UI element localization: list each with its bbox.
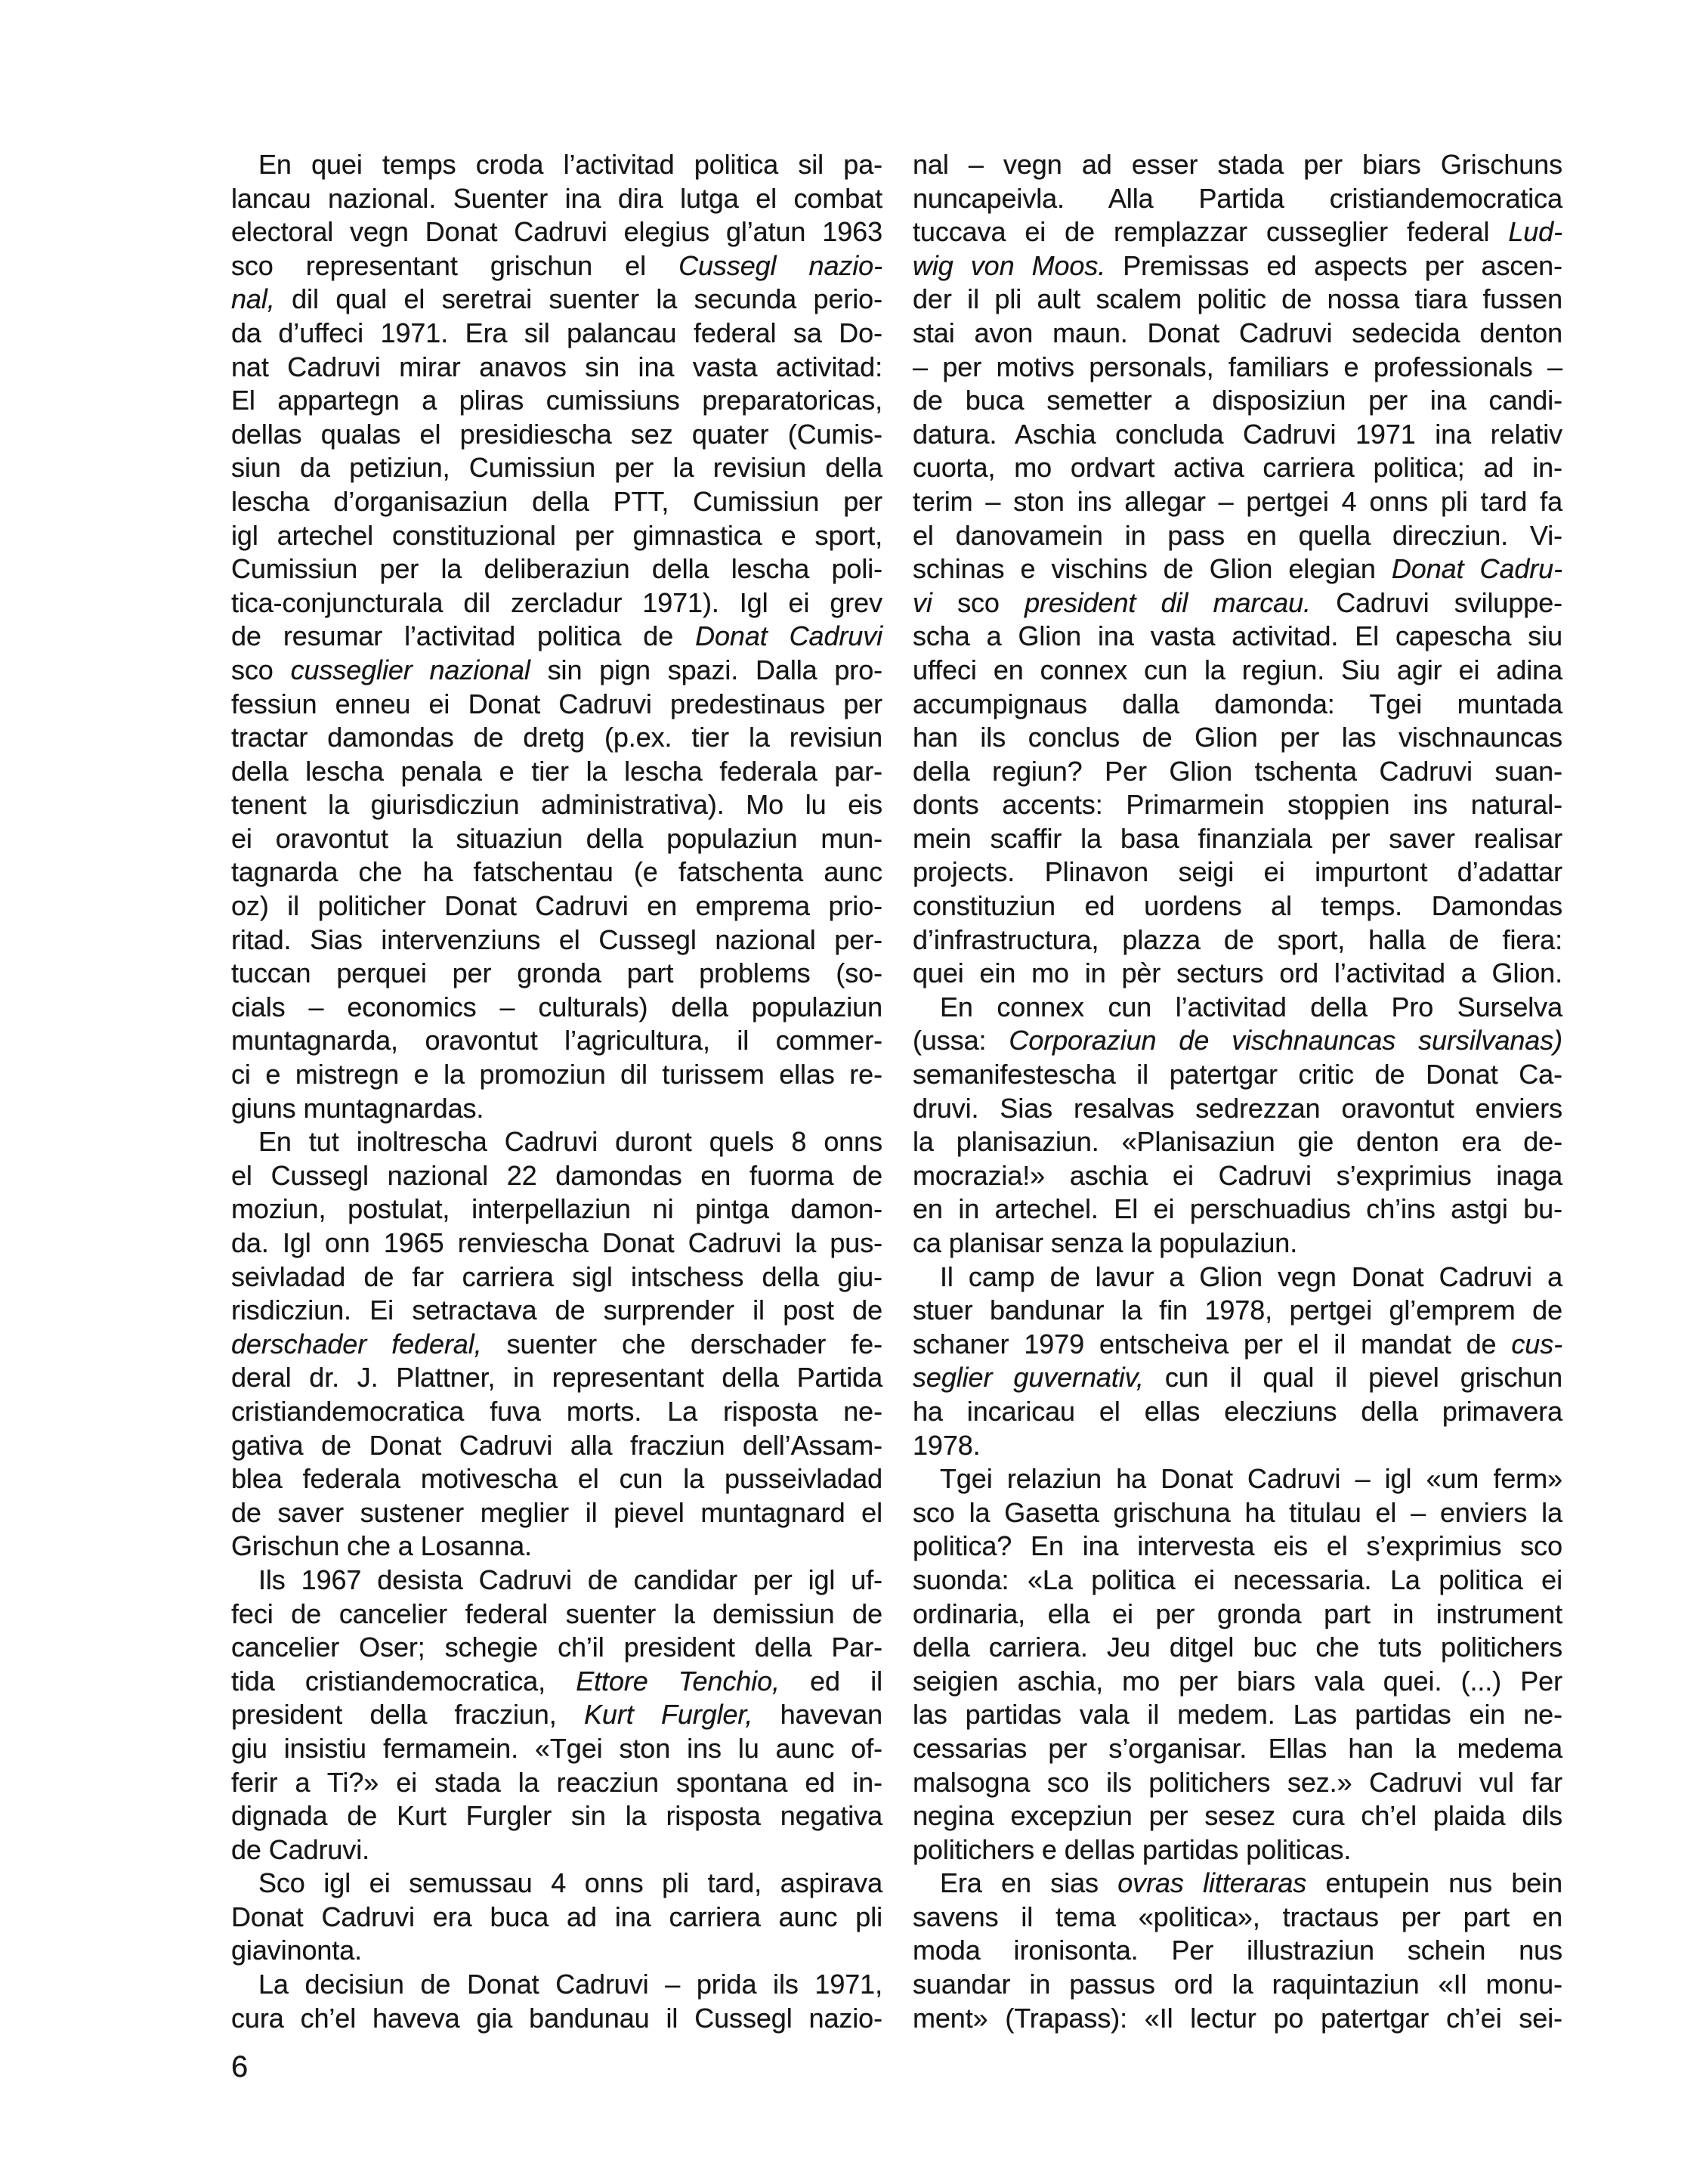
text-segment: cuorta, mo ordvart activa carriera politica; ad in- [913,452,1562,484]
text-segment: de Cadruvi. [231,1833,369,1865]
text-segment: wig von Moos. [913,249,1106,281]
text-line [913,957,1562,991]
text-segment: giavinonta. [231,1935,363,1966]
text-segment: gativa de Donat Cadruvi alla fracziun dell’Assam- [231,1429,882,1461]
text-line [913,552,1562,586]
text-segment: datura. Aschia concluda Cadruvi 1971 ina relativ [913,418,1562,450]
text-line [231,1125,882,1159]
text-segment: ha incaricau el ellas elecziuns della primavera [913,1395,1562,1427]
text-line [231,552,882,586]
text-line [913,1833,1562,1867]
text-segment: El appartegn a pliras cumissiuns preparatoricas, [231,385,882,416]
text-segment: electoral vegn Donat Cadruvi elegius gl’atun 1963 [231,216,882,248]
text-line [913,1732,1562,1766]
text-segment: suonda: «La politica ei necessaria. La politica ei [913,1564,1562,1595]
text-line [231,788,882,822]
text-segment: muntagnarda, oravontut l’agricultura, il commer- [231,1025,882,1056]
text-segment: Kurt Furgler, [584,1699,753,1731]
text-segment: cus- [1511,1328,1562,1360]
text-line [231,1698,882,1732]
text-line [231,1024,882,1058]
text-line [231,351,882,385]
text-line [231,1901,882,1935]
text-segment: Ils 1967 desista Cadruvi de candidar per igl uf- [258,1564,882,1595]
text-segment: della regiun? Per Glion tschenta Cadruvi suan- [913,755,1562,787]
text-segment: ment» (Trapass): «Il lectur po patertgar ch’ei sei- [913,2002,1562,2034]
text-line [231,654,882,688]
text-line [231,1665,882,1699]
text-line [913,1564,1562,1598]
text-segment: el danovamein in pass en quella direcziun. Vi- [913,519,1562,551]
text-segment: malsogna sco ils politichers sez.» Cadruvi vul far [913,1766,1562,1798]
text-line [231,418,882,452]
text-line [913,755,1562,789]
text-segment: cessarias per s’organisar. Ellas han la medema [913,1732,1562,1764]
text-segment: politichers e dellas partidas politicas. [913,1833,1352,1865]
text-line [231,1261,882,1295]
text-segment: president dil marcau. [1025,586,1311,618]
text-segment: president della fracziun, [231,1699,584,1731]
text-segment: Il camp de lavur a Glion vegn Donat Cadruvi a [940,1261,1562,1292]
text-segment: Grischun che a Losanna. [231,1530,532,1562]
text-line [913,620,1562,654]
text-segment: uffeci en connex cun la regiun. Siu agir ei adina [913,654,1562,685]
text-segment: della lescha penala e tier la lescha federala par- [231,755,882,787]
text-line [913,418,1562,452]
text-line [913,1462,1562,1496]
text-segment: druvi. Sias resalvas sedrezzan oravontut enviers [913,1092,1562,1124]
text-segment: de saver sustener meglier il pievel muntagnard el [231,1496,882,1528]
text-line [913,1901,1562,1935]
text-line [231,620,882,654]
text-segment: sco [231,654,291,685]
text-segment: schinas e vischins de Glion elegian [913,553,1392,585]
text-segment: sco la Gasetta grischuna ha titulau el – enviers la [913,1496,1562,1528]
text-segment: las partidas vala il medem. Las partidas ein ne- [913,1699,1562,1731]
text-segment: cancelier Oser; schegie ch’il president della Par- [231,1632,882,1663]
text-segment: derschader federal, [231,1328,482,1360]
text-segment: moda ironisonta. Per illustraziun schein nus [913,1935,1562,1966]
text-segment: cristiandemocratica fuva morts. La risposta ne- [231,1395,882,1427]
text-segment: sin pign spazi. Dalla pro- [530,654,882,685]
text-line [913,889,1562,923]
text-line [913,1867,1562,1901]
text-line [913,1294,1562,1328]
text-line [913,317,1562,351]
text-line [913,351,1562,385]
text-segment: vi [913,586,932,618]
text-segment: tida cristiandemocratica, [231,1665,576,1697]
text-segment: – per motivs personals, familiars e professionals – [913,351,1562,382]
text-line [231,317,882,351]
text-segment: seigien aschia, mo per biars vala quei. (...) Per [913,1665,1562,1697]
text-segment: entupein nus bein [1306,1867,1562,1899]
text-segment: tuccan perquei per gronda part problems (so- [231,957,882,989]
text-line [913,283,1562,317]
text-line [231,1159,882,1193]
text-line [913,855,1562,889]
text-line [231,384,882,418]
text-segment: giu insistiu fermamein. «Tgei ston ins lu aunc of- [231,1732,882,1764]
text-segment: ritad. Sias intervenziuns el Cussegl nazional per- [231,923,882,955]
text-line [231,688,882,722]
text-segment: tuccava ei de remplazzar cusseglier federal [913,216,1509,248]
text-segment: seivladad de far carriera sigl intschess della giu- [231,1261,882,1292]
text-line [231,1564,882,1598]
text-line [913,215,1562,249]
text-line [913,1125,1562,1159]
text-segment: nal, [231,283,275,315]
text-segment: Donat Cadru- [1391,553,1562,585]
text-line [913,991,1562,1025]
text-line [913,2002,1562,2036]
text-segment: suenter che derschader fe- [481,1328,882,1360]
text-segment: Corporaziun de vischnauncas sursilvanas) [1009,1025,1562,1056]
text-segment: donts accents: Primarmein stoppien ins natural- [913,789,1562,821]
text-segment: giuns muntagnardas. [231,1092,484,1124]
text-line [913,1530,1562,1564]
text-segment: terim – ston ins allegar – pertgei 4 onns pli tard fa [913,485,1562,517]
text-segment: ci e mistregn e la promoziun dil turissem ellas re- [231,1059,882,1090]
text-segment: han ils conclus de Glion per las vischnauncas [913,722,1562,753]
text-line [913,1193,1562,1227]
text-line [913,519,1562,553]
text-segment: nuncapeivla. Alla Partida cristiandemocratica [913,182,1562,214]
text-segment: En quei temps croda l’activitad politica sil pa- [258,149,882,180]
text-segment: tagnarda che ha fatschentau (e fatschenta aunc [231,856,882,888]
text-segment: tenent la giurisdicziun administrativa). Mo lu eis [231,789,882,821]
text-segment: ovras litteraras [1117,1867,1307,1899]
text-segment: oz) il politicher Donat Cadruvi en emprema prio- [231,890,882,922]
text-segment: constituziun ed uordens al temps. Damondas [913,890,1562,922]
text-segment: tractar damondas de dretg (p.ex. tier la revisiun [231,722,882,753]
text-segment: accumpignaus dalla damonda: Tgei muntada [913,688,1562,719]
text-segment: Donat Cadruvi [695,620,882,652]
text-segment: tica-conjuncturala dil zercladur 1971). Igl ei grev [231,586,882,618]
text-segment: siun da petiziun, Cumissiun per la revisiun della [231,452,882,484]
text-segment: de buca semetter a disposiziun per ina candi- [913,385,1562,416]
text-segment: dignada de Kurt Furgler sin la risposta negativa [231,1800,882,1832]
text-line [231,519,882,553]
text-line [231,1631,882,1665]
text-segment: lescha d’organisaziun della PTT, Cumissiun per [231,485,882,517]
text-segment: mein scaffir la basa finanziala per saver realisar [913,822,1562,854]
text-segment: politica? En ina intervesta eis el s’exprimius sco [913,1530,1562,1562]
text-segment: (ussa: [913,1025,1009,1056]
text-line [231,1496,882,1530]
text-line [231,1227,882,1261]
text-line [231,1429,882,1463]
text-segment: seglier guvernativ, [913,1362,1144,1394]
text-segment: deral dr. J. Plattner, in representant della Partida [231,1362,882,1394]
text-line [231,1799,882,1833]
text-segment: risdicziun. Ei setractava de surprender il post de [231,1295,882,1326]
text-segment: Sco igl ei semussau 4 onns pli tard, aspirava [258,1867,882,1899]
text-line [231,889,882,923]
text-segment: Cumissiun per la deliberaziun della lescha poli- [231,553,882,585]
text-segment: ferir a Ti?» ei stada la reacziun spontana ed in- [231,1766,882,1798]
text-segment: ed il [779,1665,882,1697]
text-line [913,1698,1562,1732]
text-line [913,485,1562,519]
text-line [231,822,882,856]
text-line [913,384,1562,418]
text-line [913,249,1562,283]
text-segment: En connex cun l’activitad della Pro Surselva [940,991,1562,1022]
text-segment: cials – economics – culturals) della populaziun [231,991,882,1022]
text-line [913,1631,1562,1665]
text-line [913,1361,1562,1395]
text-segment: da d’uffeci 1971. Era sil palancau federal sa Do- [231,317,882,348]
text-line [231,148,882,182]
text-segment: fessiun enneu ei Donat Cadruvi predestinaus per [231,688,882,719]
text-segment: feci de cancelier federal suenter la demissiun de [231,1598,882,1629]
text-line [913,1159,1562,1193]
text-line [231,586,882,620]
text-segment: negina excepziun per sesez cura ch’el plaida dils [913,1800,1562,1832]
text-column-right [913,148,1562,2035]
text-segment: scha a Glion ina vasta activitad. El capescha siu [913,620,1562,652]
text-segment: En tut inoltrescha Cadruvi duront quels 8 onns [258,1126,882,1158]
text-segment: el Cussegl nazional 22 damondas en fuorma de [231,1159,882,1191]
text-segment: Lud- [1508,216,1562,248]
text-line [913,1227,1562,1261]
text-line [913,1598,1562,1632]
text-segment: semanifestescha il patertgar critic de Donat Ca- [913,1059,1562,1090]
text-line [913,788,1562,822]
text-column-left [231,148,882,2035]
text-line [913,721,1562,755]
text-line [913,1058,1562,1092]
text-line [231,1766,882,1800]
text-segment: 1978. [913,1429,981,1461]
text-line [231,1530,882,1564]
text-line [231,923,882,957]
text-line [231,1867,882,1901]
text-segment: Cussegl nazio- [678,249,882,281]
text-line [231,2002,882,2036]
text-segment: Premissas ed aspects per ascen- [1105,249,1562,281]
text-segment: mocrazia!» aschia ei Cadruvi s’exprimius inaga [913,1159,1562,1191]
text-line [913,1328,1562,1362]
text-segment: havevan [753,1699,883,1731]
text-line [913,923,1562,957]
text-segment: cura ch’el haveva gia bandunau il Cussegl nazio- [231,2002,882,2034]
text-segment: la planisaziun. «Planisaziun gie denton era de- [913,1126,1562,1158]
text-line [913,1968,1562,2002]
text-segment: Ettore Tenchio, [576,1665,780,1697]
text-line [913,1799,1562,1833]
text-segment: Tgei relaziun ha Donat Cadruvi – igl «um ferm» [940,1463,1562,1495]
text-line [231,755,882,789]
text-segment: schaner 1979 entscheiva per el il mandat de [913,1328,1512,1360]
text-segment: en in artechel. El ei perschuadius ch’ins astgi bu- [913,1193,1562,1225]
text-line [913,182,1562,216]
text-segment: cusseglier nazional [290,654,530,685]
text-line [913,451,1562,485]
text-segment: dil qual el seretrai suenter la secunda perio- [274,283,882,315]
text-line [231,1395,882,1429]
text-segment: ei oravontut la situaziun della populaziun mun- [231,822,882,854]
text-segment: moziun, postulat, interpellaziun ni pintga damon- [231,1193,882,1225]
text-line [913,148,1562,182]
text-line [231,1058,882,1092]
text-line [231,1732,882,1766]
text-line [231,1294,882,1328]
text-line [231,182,882,216]
text-segment: ca planisar senza la populaziun. [913,1227,1298,1258]
text-segment: savens il tema «politica», tractaus per part en [913,1901,1562,1932]
text-segment: igl artechel constituzional per gimnastica e sport, [231,519,882,551]
page-number: 6 [231,2050,249,2083]
text-segment: sco representant grischun el [231,249,679,281]
text-line [913,654,1562,688]
text-line [231,991,882,1025]
text-line [231,1462,882,1496]
text-line [231,215,882,249]
text-line [913,688,1562,722]
text-line [231,1598,882,1632]
text-segment: suandar in passus ord la raquintaziun «Il monu- [913,1969,1562,2000]
text-line [231,1934,882,1968]
text-segment: Donat Cadruvi era buca ad ina carriera aunc pli [231,1901,882,1932]
text-segment: nat Cadruvi mirar anavos sin ina vasta activitad: [231,351,882,382]
text-segment: La decisiun de Donat Cadruvi – prida ils 1971, [258,1969,882,2000]
text-segment: lancau nazional. Suenter ina dira lutga el combat [231,182,882,214]
text-line [913,1395,1562,1429]
text-line [231,1092,882,1126]
text-line [913,1092,1562,1126]
text-line [231,855,882,889]
text-line [913,1665,1562,1699]
text-segment: quei ein mo in pèr secturs ord l’activitad a Glion. [913,957,1562,989]
text-line [913,822,1562,856]
text-line [231,283,882,317]
text-segment: Era en sias [940,1867,1118,1899]
text-segment: ordinaria, ella ei per gronda part in instrument [913,1598,1562,1629]
text-line [231,1361,882,1395]
text-segment: della carriera. Jeu ditgel buc che tuts politichers [913,1632,1562,1663]
text-line [231,957,882,991]
text-segment: de resumar l’activitad politica de [231,620,696,652]
text-line [913,1766,1562,1800]
text-segment: da. Igl onn 1965 renviescha Donat Cadruvi la pus- [231,1227,882,1258]
text-line [913,1429,1562,1463]
text-line [231,1968,882,2002]
text-segment: Cadruvi sviluppe- [1310,586,1563,618]
text-segment: stai avon maun. Donat Cadruvi sedecida denton [913,317,1562,348]
text-line [231,249,882,283]
text-line [913,1934,1562,1968]
text-segment: nal – vegn ad esser stada per biars Grischuns [913,149,1562,180]
text-segment: cun il qual il pievel grischun [1143,1362,1562,1394]
text-segment: d’infrastructura, plazza de sport, halla de fiera: [913,923,1562,955]
text-segment: sco [932,586,1025,618]
text-line [231,451,882,485]
text-line [231,721,882,755]
text-line [913,1496,1562,1530]
text-line [231,1833,882,1867]
text-line [913,1261,1562,1295]
text-line [913,586,1562,620]
text-segment: dellas qualas el presidiescha sez quater (Cumis- [231,418,882,450]
text-line [913,1024,1562,1058]
text-segment: projects. Plinavon seigi ei impurtont d’adattar [913,856,1562,888]
text-line [231,1328,882,1362]
text-segment: blea federala motivescha el cun la pusseivladad [231,1463,882,1495]
text-segment: der il pli ault scalem politic de nossa tiara fussen [913,283,1562,315]
text-line [231,485,882,519]
text-line [231,1193,882,1227]
text-segment: stuer bandunar la fin 1978, pertgei gl’emprem de [913,1295,1562,1326]
